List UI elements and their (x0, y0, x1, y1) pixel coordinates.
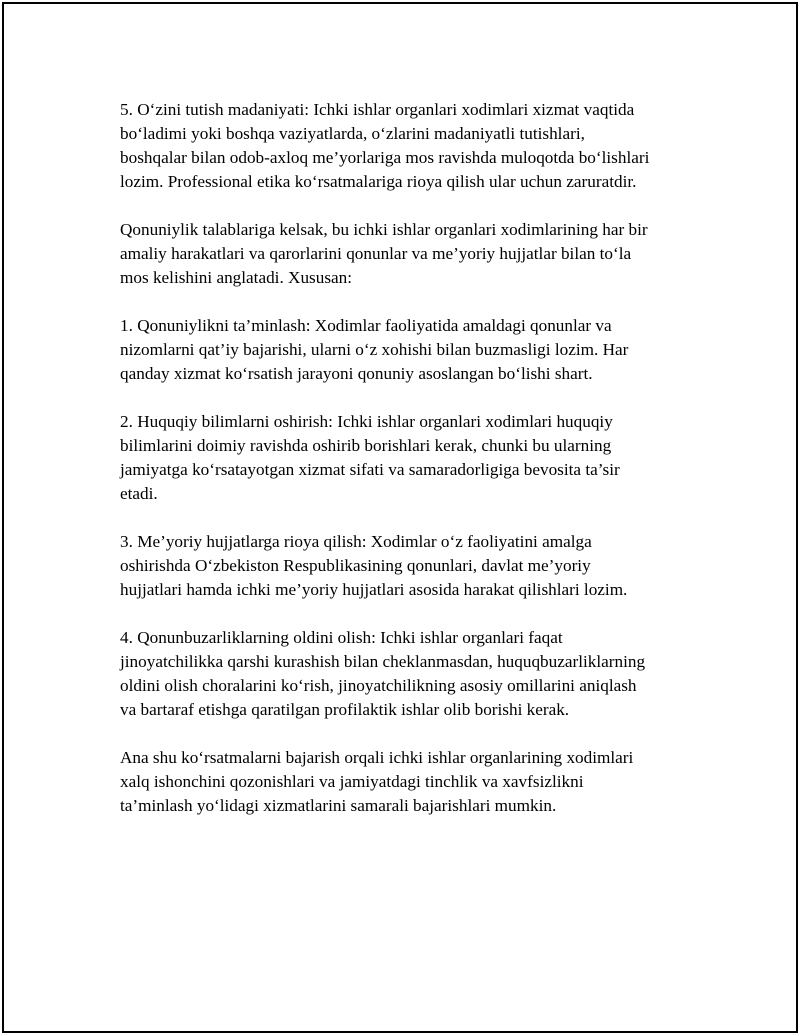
text-line: va bartaraf etishga qaratilgan profilaktik ishlar olib borishi kerak. (120, 700, 570, 719)
text-line: hujjatlari hamda ichki me’yoriy hujjatlari asosida harakat qilishlari lozim. (120, 580, 628, 599)
text-line: 3. Me’yoriy hujjatlarga rioya qilish: Xodimlar o‘z faoliyatini amalga (120, 532, 592, 551)
paragraph-crime-prevention (120, 626, 720, 722)
text-line: amaliy harakatlari va qarorlarini qonunlar va me’yoriy hujjatlar bilan to‘la (120, 244, 632, 263)
text-line: 4. Qonunbuzarliklarning oldini olish: Ichki ishlar organlari faqat (120, 628, 563, 647)
text-line: qanday xizmat ko‘rsatish jarayoni qonuniy asoslangan bo‘lishi shart. (120, 364, 593, 383)
paragraph-legal-knowledge (120, 410, 720, 506)
text-line: mos kelishini anglatadi. Xususan: (120, 268, 353, 287)
text-line: 1. Qonuniylikni ta’minlash: Xodimlar faoliyatida amaldagi qonunlar va (120, 316, 612, 335)
text-line: jinoyatchilikka qarshi kurashish bilan cheklanmasdan, huquqbuzarliklarning (120, 652, 646, 671)
text-line: ta’minlash yo‘lidagi xizmatlarini samarali bajarishlari mumkin. (120, 796, 557, 815)
text-line: jamiyatga ko‘rsatayotgan xizmat sifati va samaradorligiga bevosita ta’sir (120, 460, 620, 479)
paragraph-ensuring-legality (120, 314, 720, 386)
paragraph-normative-documents (120, 530, 720, 602)
text-line: lozim. Professional etika ko‘rsatmalariga rioya qilish ular uchun zaruratdir. (120, 172, 637, 191)
paragraph-legality-intro (120, 218, 720, 290)
text-line: nizomlarni qat’iy bajarishi, ularni o‘z xohishi bilan buzmasligi lozim. Har (120, 340, 629, 359)
paragraph-conduct-culture (120, 98, 720, 194)
text-line: oshirishda O‘zbekiston Respublikasining qonunlari, davlat me’yoriy (120, 556, 591, 575)
paragraph-conclusion (120, 746, 720, 818)
text-line: bo‘ladimi yoki boshqa vaziyatlarda, o‘zlarini madaniyatli tutishlari, (120, 124, 585, 143)
text-line: Ana shu ko‘rsatmalarni bajarish orqali ichki ishlar organlarining xodimlari (120, 748, 634, 767)
text-line: etadi. (120, 484, 158, 503)
text-line: 2. Huquqiy bilimlarni oshirish: Ichki ishlar organlari xodimlari huquqiy (120, 412, 613, 431)
document-body (120, 98, 720, 842)
text-line: bilimlarini doimiy ravishda oshirib borishlari kerak, chunki bu ularning (120, 436, 612, 455)
document-page (2, 2, 798, 1033)
text-line: 5. O‘zini tutish madaniyati: Ichki ishlar organlari xodimlari xizmat vaqtida (120, 100, 635, 119)
text-line: xalq ishonchini qozonishlari va jamiyatdagi tinchlik va xavfsizlikni (120, 772, 584, 791)
text-line: oldini olish choralarini ko‘rish, jinoyatchilikning asosiy omillarini aniqlash (120, 676, 637, 695)
text-line: Qonuniylik talablariga kelsak, bu ichki ishlar organlari xodimlarining har bir (120, 220, 648, 239)
text-line: boshqalar bilan odob-axloq me’yorlariga mos ravishda muloqotda bo‘lishlari (120, 148, 650, 167)
